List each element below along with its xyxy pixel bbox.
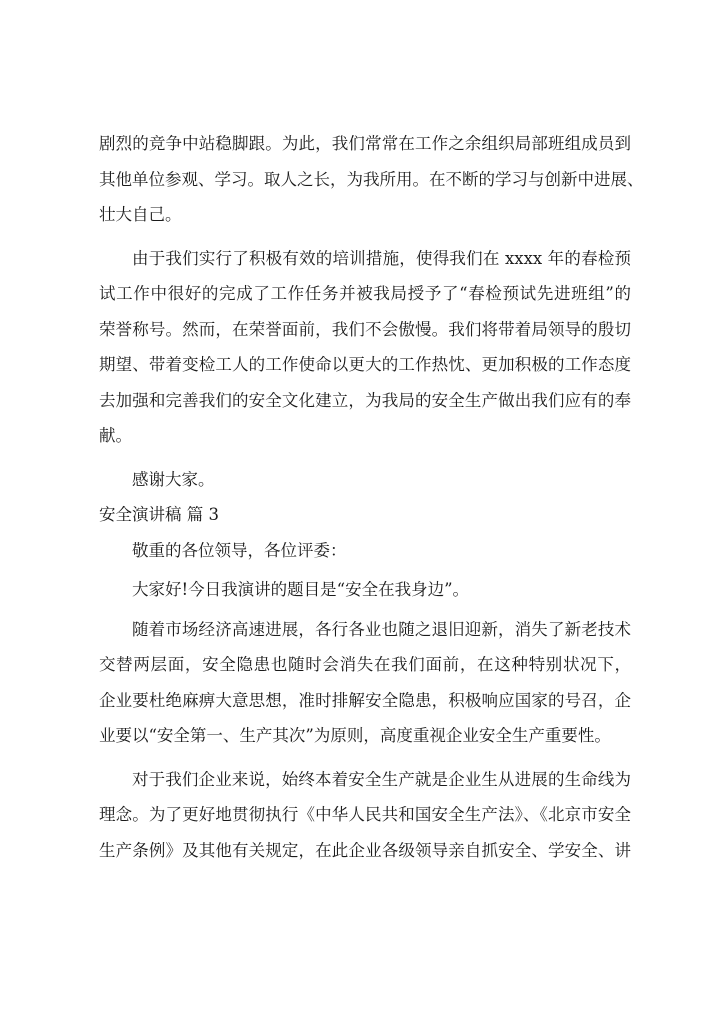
text-line: 交替两层面，安全隐患也随时会消失在我们面前，在这种特别状况下， — [99, 655, 631, 674]
text-line: 剧烈的竞争中站稳脚跟。为此，我们常常在工作之余组织局部班组成员到 — [99, 134, 631, 153]
text-line: 感谢大家。 — [132, 469, 215, 489]
paragraph-enterprise — [99, 762, 631, 869]
text-line: 对于我们企业来说，始终本着安全生产就是企业生从进展的生命线为 — [132, 769, 631, 789]
text-line: 业要以“安全第一、生产其次”为原则，高度重视企业安全生产重要性。 — [99, 726, 611, 745]
text-line: 试工作中很好的完成了工作任务并被我局授予了“春检预试先进班组”的 — [99, 284, 631, 303]
document-body — [99, 126, 644, 868]
text-line: 大家好!今日我演讲的题目是“安全在我身边”。 — [132, 580, 470, 599]
text-line: 荣誉称号。然而，在荣誉面前，我们不会傲慢。我们将带着局领导的殷切 — [99, 319, 631, 339]
text-line: 随着市场经济高速进展，各行各业也随之退旧迎新，消失了新老技术 — [132, 619, 631, 639]
paragraph-salutation — [99, 533, 631, 569]
paragraph-continuation — [99, 126, 644, 233]
text-line: 生产条例》及其他有关规定，在此企业各级领导亲自抓安全、学安全、讲 — [99, 840, 631, 860]
text-line: 敬重的各位领导，各位评委： — [132, 540, 347, 560]
text-line: 由于我们实行了积极有效的培训措施，使得我们在 xxxx 年的春检预 — [132, 248, 631, 268]
paragraph-greeting — [99, 572, 631, 608]
text-line: 献。 — [99, 426, 132, 445]
text-line: 其他单位参观、学习。取人之长，为我所用。在不断的学习与创新中进展、 — [99, 169, 644, 189]
text-line: 壮大自己。 — [99, 205, 182, 224]
paragraph-training — [99, 241, 631, 454]
paragraph-thanks — [99, 462, 631, 498]
section-heading: 安全演讲稿 篇 3 — [99, 505, 219, 524]
text-line: 期望、带着变检工人的工作使命以更大的工作热忱、更加积极的工作态度 — [99, 355, 631, 374]
text-line: 企业要杜绝麻痹大意思想，准时排解安全隐患，积极响应国家的号召，企 — [99, 690, 631, 710]
text-line: 理念。为了更好地贯彻执行《中华人民共和国安全生产法》、《北京市安全 — [99, 805, 631, 824]
paragraph-market — [99, 612, 631, 754]
text-line: 去加强和完善我们的安全文化建立，为我局的安全生产做出我们应有的奉 — [99, 390, 631, 410]
